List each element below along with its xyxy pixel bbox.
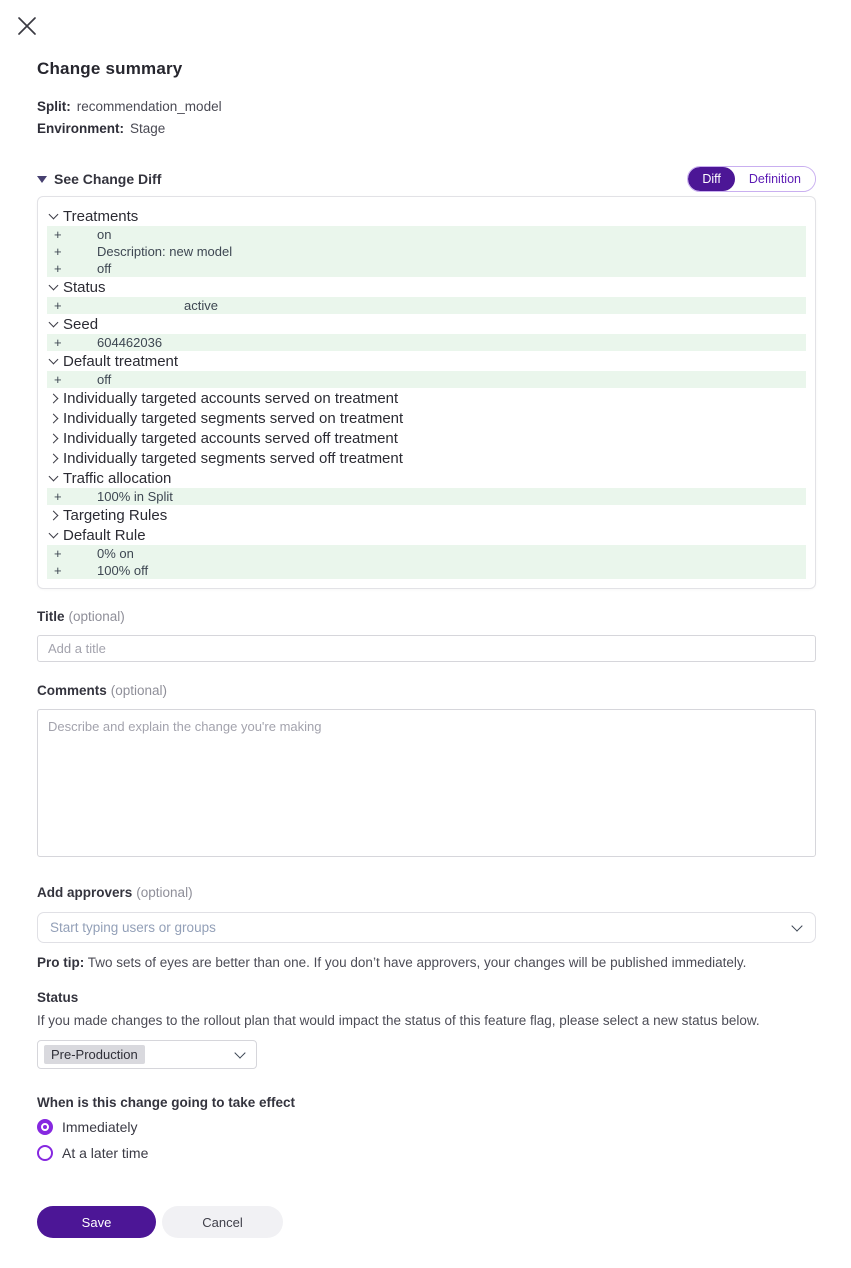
cancel-button[interactable]: Cancel xyxy=(162,1206,283,1238)
diff-added-row xyxy=(47,226,806,243)
status-selected-chip: Pre-Production xyxy=(44,1045,145,1064)
diff-add-marker: + xyxy=(54,546,62,561)
diff-section-node[interactable] xyxy=(47,277,806,297)
pro-tip xyxy=(37,954,782,971)
diff-added-value: 100% in Split xyxy=(97,489,173,504)
diff-section-node[interactable] xyxy=(47,468,806,488)
diff-node-label: Individually targeted segments served off treatment xyxy=(63,449,403,467)
diff-added-row xyxy=(47,260,806,277)
diff-added-row xyxy=(47,334,806,351)
diff-add-marker: + xyxy=(54,563,62,578)
diff-added-value: active xyxy=(184,298,218,313)
diff-definition-toggle xyxy=(687,166,816,192)
diff-section-node[interactable] xyxy=(47,351,806,371)
save-button[interactable]: Save xyxy=(37,1206,156,1238)
approvers-label-text: Add approvers xyxy=(37,885,133,900)
comments-label xyxy=(37,683,816,698)
pro-tip-text: Two sets of eyes are better than one. If you don’t have approvers, your changes will be published immediately. xyxy=(87,955,747,970)
diff-add-marker: + xyxy=(54,261,62,276)
diff-added-value: off xyxy=(97,261,112,276)
chevron-right-icon xyxy=(49,510,59,520)
diff-add-marker: + xyxy=(54,335,62,350)
schedule-radio-group xyxy=(37,1119,816,1161)
diff-added-row xyxy=(47,297,806,314)
chevron-down-icon xyxy=(49,355,59,365)
diff-section-node[interactable] xyxy=(47,206,806,226)
diff-section-node[interactable] xyxy=(47,505,806,525)
action-buttons xyxy=(37,1206,816,1238)
diff-add-marker: + xyxy=(54,298,62,313)
approvers-label xyxy=(37,885,816,900)
diff-section-header-row xyxy=(37,166,816,192)
diff-section-node[interactable] xyxy=(47,408,806,428)
diff-added-row xyxy=(47,371,806,388)
environment-label: Environment: xyxy=(37,121,125,136)
tab-definition[interactable]: Definition xyxy=(735,167,815,191)
diff-node-label: Targeting Rules xyxy=(63,506,168,524)
chevron-right-icon xyxy=(49,393,59,403)
diff-node-label: Individually targeted accounts served off treatment xyxy=(63,429,398,447)
diff-added-row xyxy=(47,243,806,260)
diff-node-label: Individually targeted segments served on treatment xyxy=(63,409,404,427)
see-change-diff-label: See Change Diff xyxy=(54,171,162,187)
chevron-down-icon xyxy=(49,529,59,539)
change-diff-panel xyxy=(37,196,816,589)
approvers-optional-text: (optional) xyxy=(136,885,193,900)
chevron-down-icon xyxy=(234,1047,245,1058)
chevron-down-icon xyxy=(49,318,59,328)
schedule-option-label: At a later time xyxy=(62,1145,149,1161)
diff-added-row xyxy=(47,488,806,505)
diff-node-label: Traffic allocation xyxy=(63,469,172,487)
see-change-diff-toggle[interactable] xyxy=(37,171,161,187)
diff-section-node[interactable] xyxy=(47,428,806,448)
environment-row xyxy=(37,118,816,140)
diff-node-label: Status xyxy=(63,278,106,296)
diff-add-marker: + xyxy=(54,244,62,259)
diff-node-label: Default treatment xyxy=(63,352,179,370)
schedule-option[interactable] xyxy=(37,1145,816,1161)
diff-added-value: off xyxy=(97,372,112,387)
chevron-down-icon xyxy=(49,281,59,291)
radio-unselected-icon[interactable] xyxy=(37,1145,53,1161)
diff-node-label: Seed xyxy=(63,315,99,333)
collapse-triangle-icon xyxy=(37,176,47,183)
schedule-option[interactable] xyxy=(37,1119,816,1135)
diff-node-label: Default Rule xyxy=(63,526,146,544)
split-value: recommendation_model xyxy=(76,99,222,114)
diff-added-value: on xyxy=(97,227,112,242)
status-description: If you made changes to the rollout plan that would impact the status of this feature flag, please select a new status below. xyxy=(37,1013,760,1028)
diff-section-node[interactable] xyxy=(47,525,806,545)
radio-selected-icon[interactable] xyxy=(37,1119,53,1135)
status-select[interactable] xyxy=(37,1040,257,1069)
environment-value: Stage xyxy=(130,121,166,136)
diff-add-marker: + xyxy=(54,372,62,387)
close-icon xyxy=(17,16,37,39)
chevron-down-icon xyxy=(49,210,59,220)
chevron-right-icon xyxy=(49,433,59,443)
diff-added-row xyxy=(47,545,806,562)
close-button[interactable] xyxy=(14,14,40,40)
diff-node-label: Treatments xyxy=(63,207,139,225)
split-label: Split: xyxy=(37,99,71,114)
approvers-placeholder: Start typing users or groups xyxy=(50,920,216,935)
chevron-down-icon xyxy=(49,472,59,482)
title-optional-text: (optional) xyxy=(68,609,125,624)
comments-optional-text: (optional) xyxy=(110,683,168,698)
comments-label-text: Comments xyxy=(37,683,107,698)
diff-add-marker: + xyxy=(54,489,62,504)
page-title: Change summary xyxy=(37,59,183,78)
chevron-right-icon xyxy=(49,413,59,423)
title-label xyxy=(37,609,816,624)
flag-meta xyxy=(37,96,816,140)
diff-added-value: 100% off xyxy=(97,563,149,578)
title-input[interactable] xyxy=(37,635,816,662)
split-row xyxy=(37,96,816,118)
diff-added-value: 0% on xyxy=(97,546,134,561)
schedule-option-label: Immediately xyxy=(62,1119,138,1135)
diff-node-label: Individually targeted accounts served on treatment xyxy=(63,389,399,407)
schedule-heading: When is this change going to take effect xyxy=(37,1095,296,1110)
title-label-text: Title xyxy=(37,609,65,624)
diff-added-value: Description: new model xyxy=(97,244,233,259)
diff-added-row xyxy=(47,562,806,579)
chevron-down-icon xyxy=(791,920,802,931)
tab-diff[interactable]: Diff xyxy=(688,167,735,191)
diff-add-marker: + xyxy=(54,227,62,242)
pro-tip-label: Pro tip: xyxy=(37,955,85,970)
diff-section-node[interactable] xyxy=(47,314,806,334)
status-heading: Status xyxy=(37,990,79,1005)
diff-added-value: 604462036 xyxy=(97,335,163,350)
comments-textarea[interactable] xyxy=(37,709,816,857)
diff-section-node[interactable] xyxy=(47,448,806,468)
approvers-select[interactable] xyxy=(37,912,816,943)
diff-section-node[interactable] xyxy=(47,388,806,408)
chevron-right-icon xyxy=(49,453,59,463)
